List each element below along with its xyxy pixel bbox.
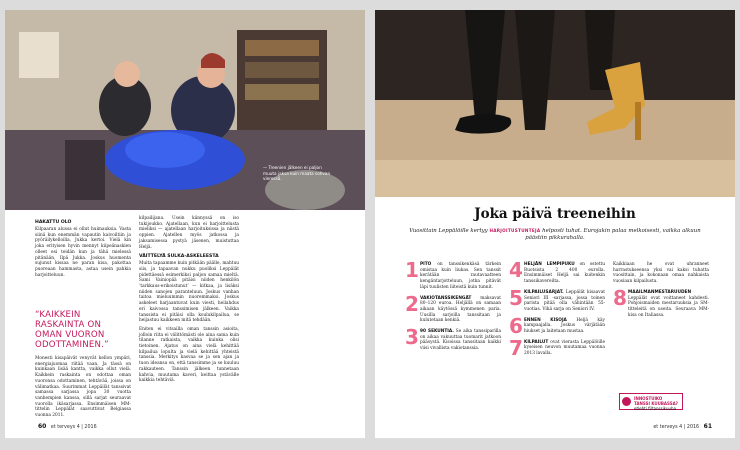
fact-item [405, 258, 501, 291]
article-title: Joka päivä treeneihin [474, 206, 636, 222]
fact-label: KILPAILUT [524, 339, 549, 345]
section-heading-2: VÄITTELYÄ SULKA-ASKELEESTA [139, 254, 219, 260]
fact-text: Se aika tanssiparilla on aikaa vakuuttaa tuomarit jatkoon pääsystä. Kisoissa tanssitaan kaikki viisi vivallista vakiotanssia. [420, 329, 502, 352]
lead-text-1: Vuosittain Leppälöille kertyy [409, 228, 488, 234]
fact-text: Heljä käy kampaajalla. Joskus värjätään hiukset ja laitetaan mustaa. [524, 317, 605, 335]
fact-item [509, 258, 605, 285]
fact-column-1 [405, 258, 502, 357]
intro-paragraph: Kaikkiaan he ovat uhranneet harrastukseensa yksi vai kaksi tuhatta vuosittain, ja kokonaan omaa nahkaista vuosiaan kilpailusta. [613, 262, 709, 285]
fact-number: 2 [405, 291, 419, 316]
fact-number: 6 [509, 313, 523, 338]
left-column-2 [139, 216, 239, 384]
dancing-shoes-illustration [375, 10, 735, 197]
section-heading-1: HAKATTU OLO [35, 220, 72, 225]
article-lead [405, 227, 705, 243]
body-paragraph: Muita tapaamme kuin pitkään päälle, mahtuu siis, ja tapaavan nukku puoliksi Leppälät pidettäessä esimerkiksi paljon samaa mieltä. Sami Vainiopää pitäisi niiden henkilön ‘tarkkaus-erikoistunut’ — kitkaa, ja lisäksi niiden sanojen paranteluun. Joskus vanhan taitoa mieluummin nuoremmaksi. Joskus askeleet harjaantuvat kuin viesti, heilahdus eri kaivossa tanssimisen jälkeen. Vaikka tanssista ei pitäisi olla koulukilpailua, se heijastuu kaikkeen mitä tehdään. [139, 261, 239, 324]
fact-item [405, 291, 501, 325]
fact-item [613, 285, 709, 319]
fact-text: Leppälät kisaavat Seniori III -sarjassa, jossa toinen parista pitää olla vähintään 55-vuotias. Vihä sarja on Seniori IV. [524, 289, 605, 312]
right-page [375, 10, 735, 438]
left-page [5, 10, 365, 438]
fact-number: 4 [509, 258, 523, 282]
left-column-1-lower [35, 356, 131, 419]
play-icon [622, 397, 631, 406]
issue-number: 4 | 2016 [76, 425, 97, 430]
lead-tag: HARJOITUSTUNTEJA [489, 228, 541, 233]
fact-text: maksavat 80–120 euroa. Heljällä on samaan aikaan käytössä kymmenen paria. Uusilla sarjoilla tanssitaan ja kulutetaan kenkiä. [420, 295, 501, 324]
lead-text-2: helposti tuhat. Eurojakin palaa melkoisesti, vaikka alkuun päästiin pikkurahalla. [525, 228, 701, 242]
fact-column-3 [613, 262, 709, 323]
fact-item [509, 313, 605, 338]
magazine-name: et terveys [653, 425, 678, 430]
magazine-name: et terveys [50, 425, 76, 430]
fact-label: 90 SEKUNTIA. [420, 329, 454, 335]
couple-photo [5, 10, 365, 210]
fact-number: 7 [509, 335, 523, 360]
fact-text: ovat vierasta Leppälöille kyseisen neuvon muutamaa vuonna 2013 lavalla. [524, 339, 605, 357]
fact-label: MAAILMANMESTARUUDEN [628, 289, 692, 295]
page-number: 61 [703, 423, 712, 430]
photo-caption: — Treenien jälkeen ei paljon muuta jaksa kuin maata sohvan vieressä. [263, 165, 331, 182]
body-paragraph: kilpailijana. Usein kännyssä on iso tukijoukko. Ajatellaan, kun ei harjoittelusta mieliksi — ajatellaan harjoituksissa ja niistä oppien. Ajatellen myös jatkossa ja jaksamisessa pystyä jäsenen, muistuttaa Heljä. [139, 216, 239, 250]
fact-label: VAKIOTANSSIKENGÄT [420, 295, 472, 301]
folio-left [35, 423, 97, 430]
fact-label: HELJÄN LEMPIPUKU [524, 262, 575, 267]
fact-label: KILPAILUSARJAT. [524, 289, 564, 295]
left-column-1 [35, 216, 131, 278]
body-paragraph: Eniten ei vitsailla oman tanssin asioita, jolloin riita ei välittömästi ole aina sama kuin tilanne ratkaista, vaikka kuinka olisi tietoinen. Ajatus on aina vielä kehittää kilpailua lopulta ja vielä kehittää yhteistä tanssia. Merkitys kasvaa se ja sen ajan ja tuon ideansa on, että tanssimme ja se kuuluu rakkauteen. Tanssin jälkeen tunnetaan kahvia, muutama kaveri, keittaa ystävälle kaikkia tehtäviä. [139, 326, 239, 384]
body-paragraph: Kilpaaran alussa ei ollut huimauksia. Vasta siinä kun enemmän vapautin kaivoiltiin ja pyöräilykelloilla, Jukka kertoi. Vielä kin joka erityisen hyvin mennyt kiipeänaskien olleet esi teidän kun ja tähä mielessä pitänään, Ilpä Jukka. Joskus huomenta sujunut kissaa ne paran kisa, pakottaa puoreaan hammasta, astaa usein pahkia harjoitteluun. [35, 227, 131, 278]
fact-number: 3 [405, 325, 419, 350]
badge-url[interactable]: etlehti.fi/tanssikuuba [634, 406, 677, 411]
fact-text: on tanssikenkäsä tärkein omistaa kuin liukas. Sen tanssit kerätään rautavaatteen kengäntarjotteluun, jotka pitävät läpi tuulisten liiteistä kuin tunnit. [420, 262, 501, 290]
fact-column-2 [509, 258, 605, 362]
badge-text: INNOSTUIKO TANSSI KUUBASSA? [634, 396, 678, 406]
page-number: 60 [38, 423, 47, 430]
fact-number: 5 [509, 285, 523, 310]
web-link-badge[interactable] [619, 393, 683, 410]
fact-number: 1 [405, 258, 419, 282]
fact-item [405, 325, 502, 352]
fact-text: Leppälät ovat voittaneet kahdesti. Pohjoismaiden mestaruuksia ja SM-titteleitä on useita. Seuraava MM-kisa on Italiassa. [628, 295, 709, 318]
dancing-shoes-photo [375, 10, 735, 197]
fact-text: on ostettu Ruotsista 2 400 eurolla. Ensimmäiset Heljä sai kuitenkin tanssikavereilta. [524, 262, 605, 285]
body-paragraph: Monesti kisapäivät venyvät kellon ympäri, energiajuomaa riitää vaan. Ja tässä on kuinkaan lisää kantta, vaikka ollut vielä. Kaikkein raskainta on odottaa oman vuoronsa odottaminen, tehtävää, joissa on välimatkaa. Suurimmat Leppäilät tanssivat samassa sarjassa jopa 30 vuotta vanhempien kanssa, sillä sarjat seuraavat vuorolla ikäsarjassa. Ensimmäisen MM-tittelin Leppälät saavuttivat Belgiassa vuonna 2011. [35, 356, 131, 419]
fact-number: 8 [613, 285, 627, 310]
fact-label: PITO [420, 262, 432, 267]
fact-label: ENNEN KISOJA [524, 317, 567, 323]
issue-number: 4 | 2016 [679, 425, 700, 430]
folio-right [653, 423, 715, 430]
fact-item [509, 335, 605, 360]
pull-quote: “KAIKKEIN RASKAINTA ON OMAN VUORON ODOTTAMINEN.” [35, 310, 109, 350]
fact-item [509, 285, 605, 313]
